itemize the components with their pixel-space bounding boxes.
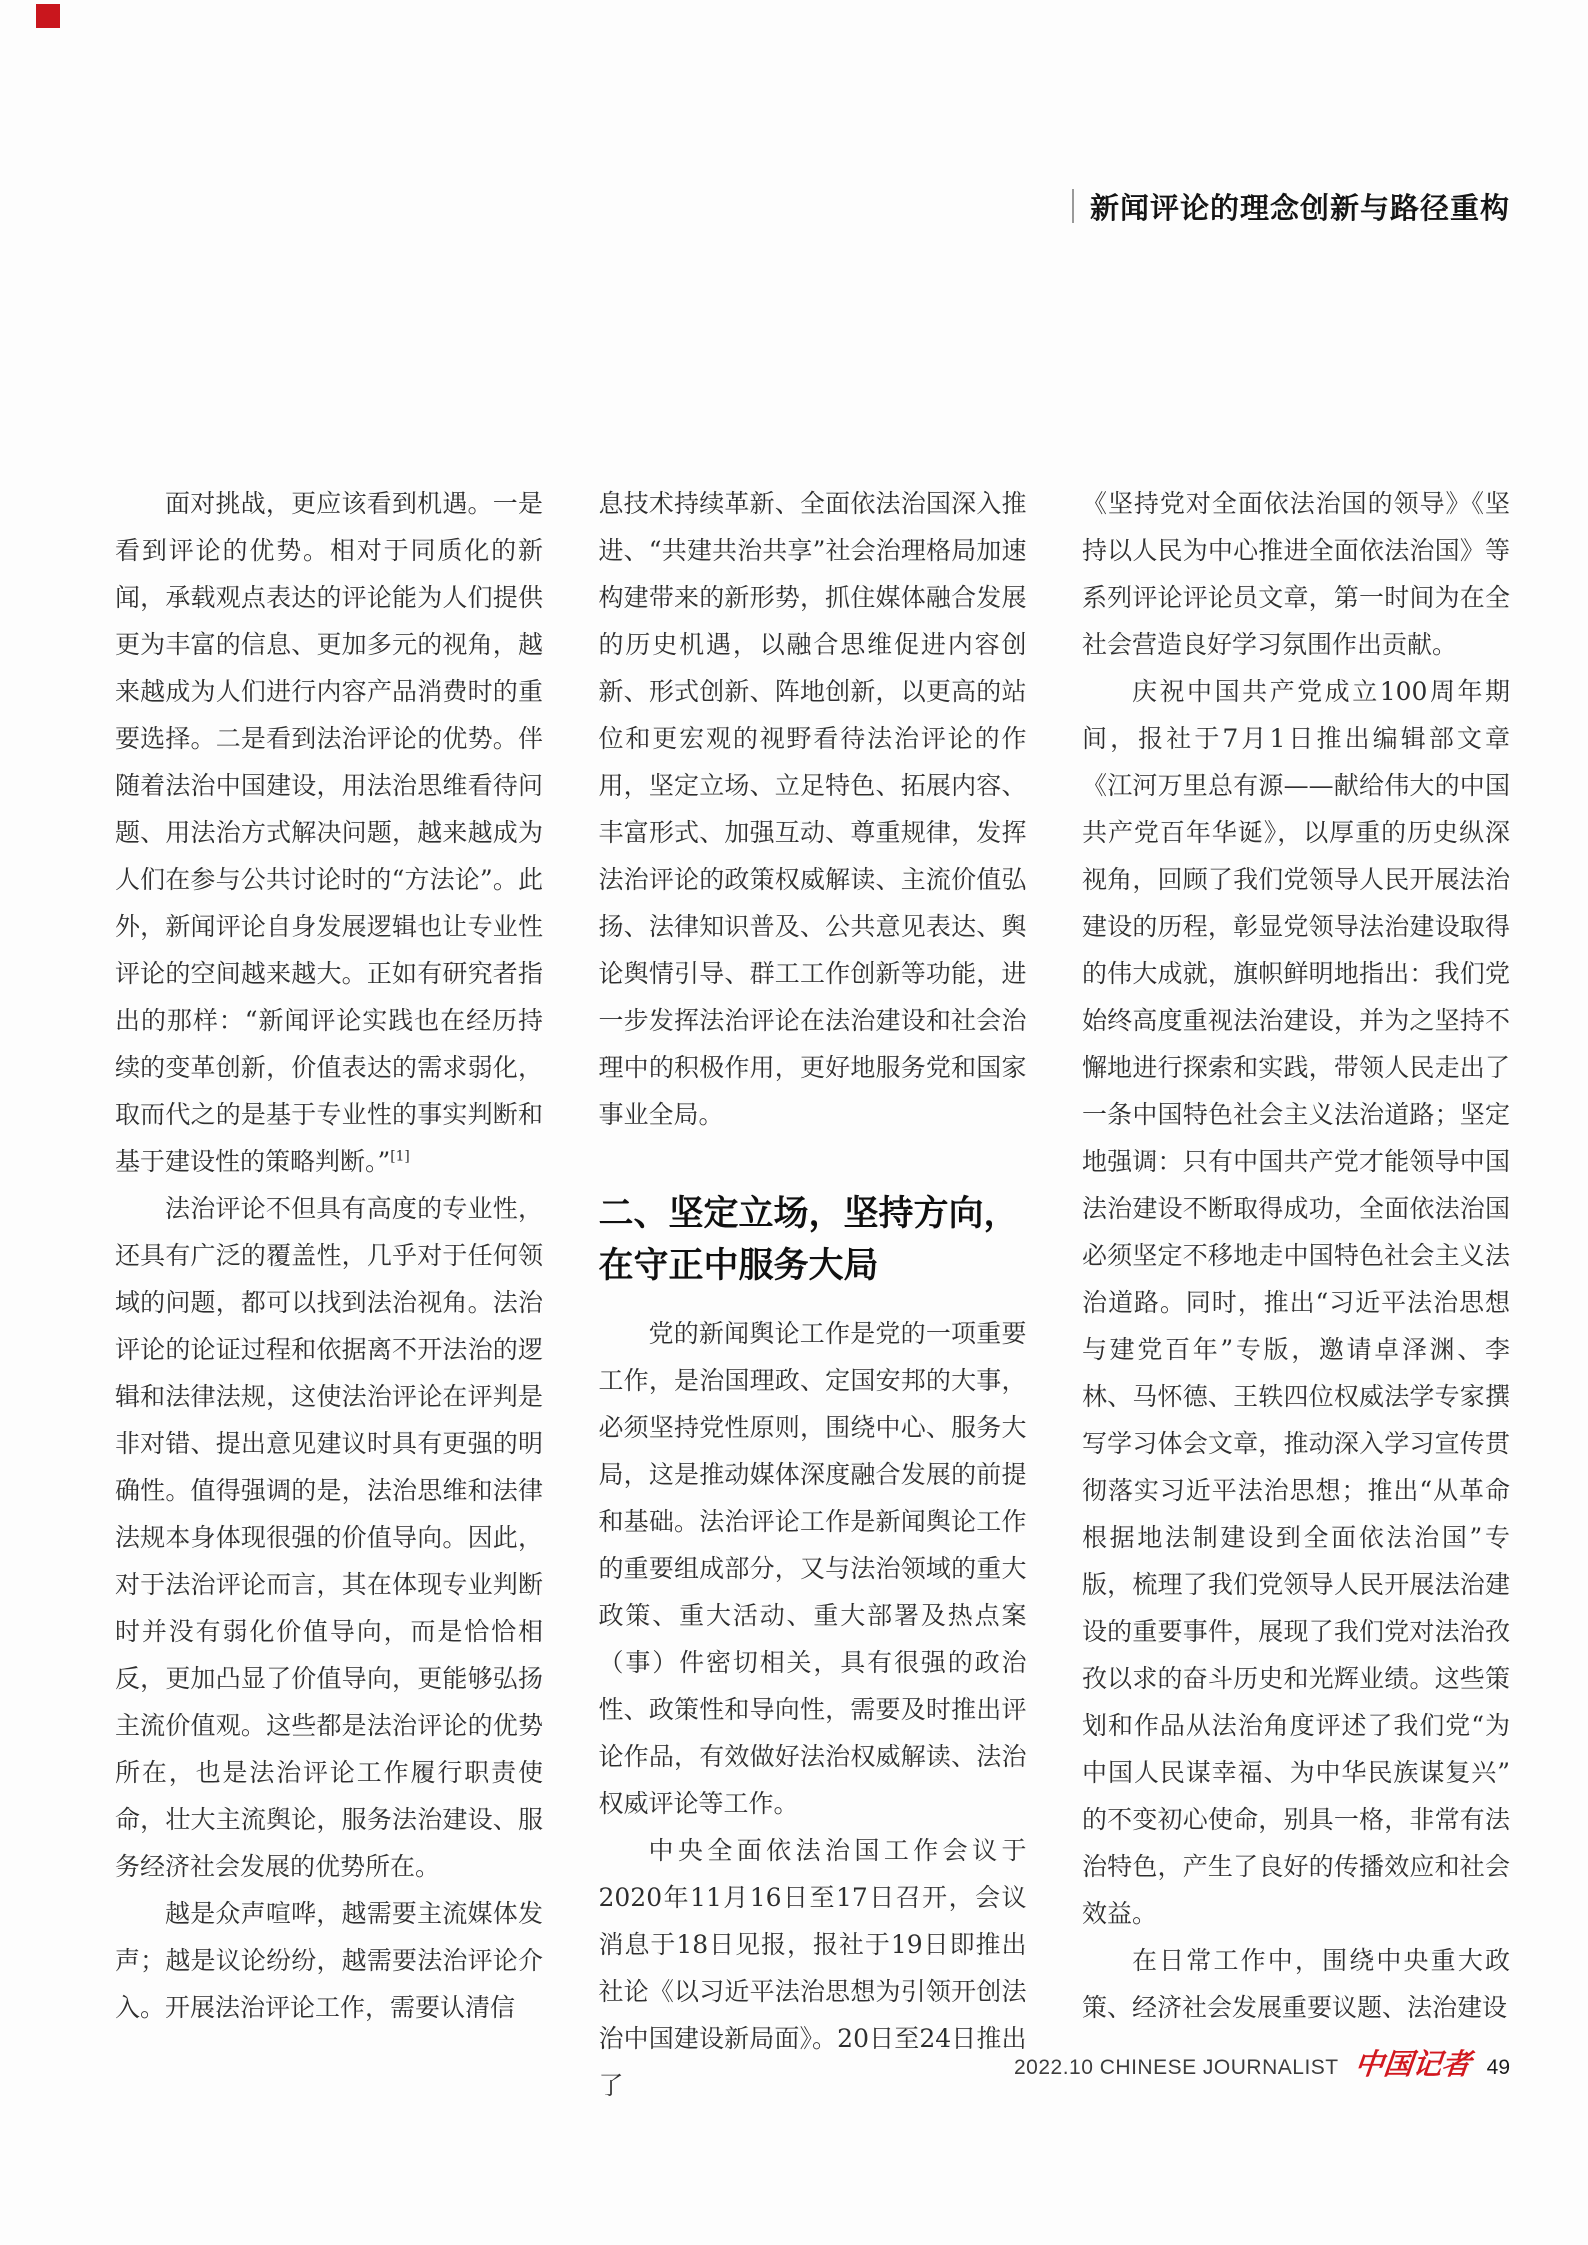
page-header-title: 新闻评论的理念创新与路径重构 — [1089, 192, 1510, 225]
footer-issue-text: 2022.10 CHINESE JOURNALIST — [1014, 2056, 1339, 2079]
section-heading: 二、坚定立场，坚持方向，在守正中服务大局 — [598, 1194, 1019, 1285]
text-run: 庆祝中国共产党成立100周年期间，报社于7月1日推出编辑部文章《江河万里总有源——献给伟大的中国共产党百年华诞》，以厚重的历史纵深视角，回顾了我们党领导人民开展法治建设的历程，彰显党领导法治建设取得的伟大成就，旗帜鲜明地指出：我们党始终高度重视法治建设，并为之坚持不懈地进行探索和实践，带领人民走出了一条中国特色社会主义法治道路；坚定地强调：只有中国共产党才能领导中国法治建设不断取得成功，全面依法治国必须坚定不移地走中国特色社会主义法治道路。同时，推出“习近平法治思想与建党百年”专版，邀请卓泽渊、李林、马怀德、王轶四位权威法学专家撰写学习体会文章，推动深入学习宣传贯彻落实习近平法治思想；推出“从革命根据地法制建设到全面依法治国”专版，梳理了我们党领导人民开展法治建设的重要事件，展现了我们党对法治孜孜以求的奋斗历史和光辉业绩。这些策划和作品从法治角度评述了我们党“为中国人民谋幸福、为中华民族谋复兴”的不变初心使命，别具一格，非常有法治特色，产生了良好的传播效应和社会效益。 — [1082, 677, 1510, 1928]
paragraph — [115, 1890, 543, 2031]
paragraph — [599, 1310, 1027, 1827]
header-rule — [1072, 189, 1074, 223]
journal-logo: 中国记者 — [1352, 2047, 1473, 2081]
page-footer — [1014, 2042, 1510, 2083]
paragraph — [1082, 668, 1510, 1937]
text-run: 息技术持续革新、全面依法治国深入推进、“共建共治共享”社会治理格局加速构建带来的新形势，抓住媒体融合发展的历史机遇，以融合思维促进内容创新、形式创新、阵地创新，以更高的站位和更宏观的视野看待法治评论的作用，坚定立场、立足特色、拓展内容、丰富形式、加强互动、尊重规律，发挥法治评论的政策权威解读、主流价值弘扬、法律知识普及、公共意见表达、舆论舆情引导、群工工作创新等功能，进一步发挥法治评论在法治建设和社会治理中的积极作用，更好地服务党和国家事业全局。 — [598, 489, 1027, 1129]
text-columns — [115, 480, 1510, 2109]
footnote-ref: [1] — [390, 1148, 410, 1165]
text-run: 面对挑战，更应该看到机遇。一是看到评论的优势。相对于同质化的新闻，承载观点表达的评论能为人们提供更为丰富的信息、更加多元的视角，越来越成为人们进行内容产品消费时的重要选择。二是看到法治评论的优势。伴随着法治中国建设，用法治思维看待问题、用法治方式解决问题，越来越成为人们在参与公共讨论时的“方法论”。此外，新闻评论自身发展逻辑也让专业性评论的空间越来越大。正如有研究者指出的那样：“新闻评论实践也在经历持续的变革创新，价值表达的需求弱化，取而代之的是基于专业性的事实判断和基于建设性的策略判断。” — [115, 489, 543, 1176]
paragraph — [599, 1827, 1027, 2109]
text-run: 法治评论不但具有高度的专业性，还具有广泛的覆盖性，几乎对于任何领域的问题，都可以找到法治视角。法治评论的论证过程和依据离不开法治的逻辑和法律法规，这使法治评论在评判是非对错、提出意见建议时具有更强的明确性。值得强调的是，法治思维和法律法规本身体现很强的价值导向。因此，对于法治评论而言，其在体现专业判断时并没有弱化价值导向，而是恰恰相反，更加凸显了价值导向，更能够弘扬主流价值观。这些都是法治评论的优势所在，也是法治评论工作履行职责使命，壮大主流舆论，服务法治建设、服务经济社会发展的优势所在。 — [115, 1194, 543, 1881]
running-header — [1072, 184, 1510, 228]
column-3 — [1082, 480, 1510, 2109]
text-run: 中央全面依法治国工作会议于2020年11月16日至17日召开，会议消息于18日见报，报社于19日即推出社论《以习近平法治思想为引领开创法治中国建设新局面》。20日至24日推出了 — [598, 1836, 1027, 2100]
column-1 — [115, 480, 543, 2109]
text-run: 越是众声喧哗，越需要主流媒体发声；越是议论纷纷，越需要法治评论介入。开展法治评论工作，需要认清信 — [115, 1899, 543, 2022]
paragraph — [1082, 480, 1510, 668]
text-run: 党的新闻舆论工作是党的一项重要工作，是治国理政、定国安邦的大事，必须坚持党性原则，围绕中心、服务大局，这是推动媒体深度融合发展的前提和基础。法治评论工作是新闻舆论工作的重要组成部分，又与法治领域的重大政策、重大活动、重大部署及热点案（事）件密切相关，具有很强的政治性、政策性和导向性，需要及时推出评论作品，有效做好法治权威解读、法治权威评论等工作。 — [598, 1319, 1027, 1818]
text-run: 《坚持党对全面依法治国的领导》《坚持以人民为中心推进全面依法治国》等系列评论评论员文章，第一时间为在全社会营造良好学习氛围作出贡献。 — [1082, 489, 1510, 659]
text-run: 在日常工作中，围绕中央重大政策、经济社会发展重要议题、法治建设 — [1082, 1946, 1510, 2022]
paragraph — [115, 480, 543, 1185]
paragraph — [599, 480, 1027, 1138]
paragraph — [115, 1185, 543, 1890]
corner-mark — [36, 4, 60, 28]
paragraph — [1082, 1937, 1510, 2031]
page-number: 49 — [1486, 2056, 1510, 2079]
column-2 — [599, 480, 1027, 2109]
